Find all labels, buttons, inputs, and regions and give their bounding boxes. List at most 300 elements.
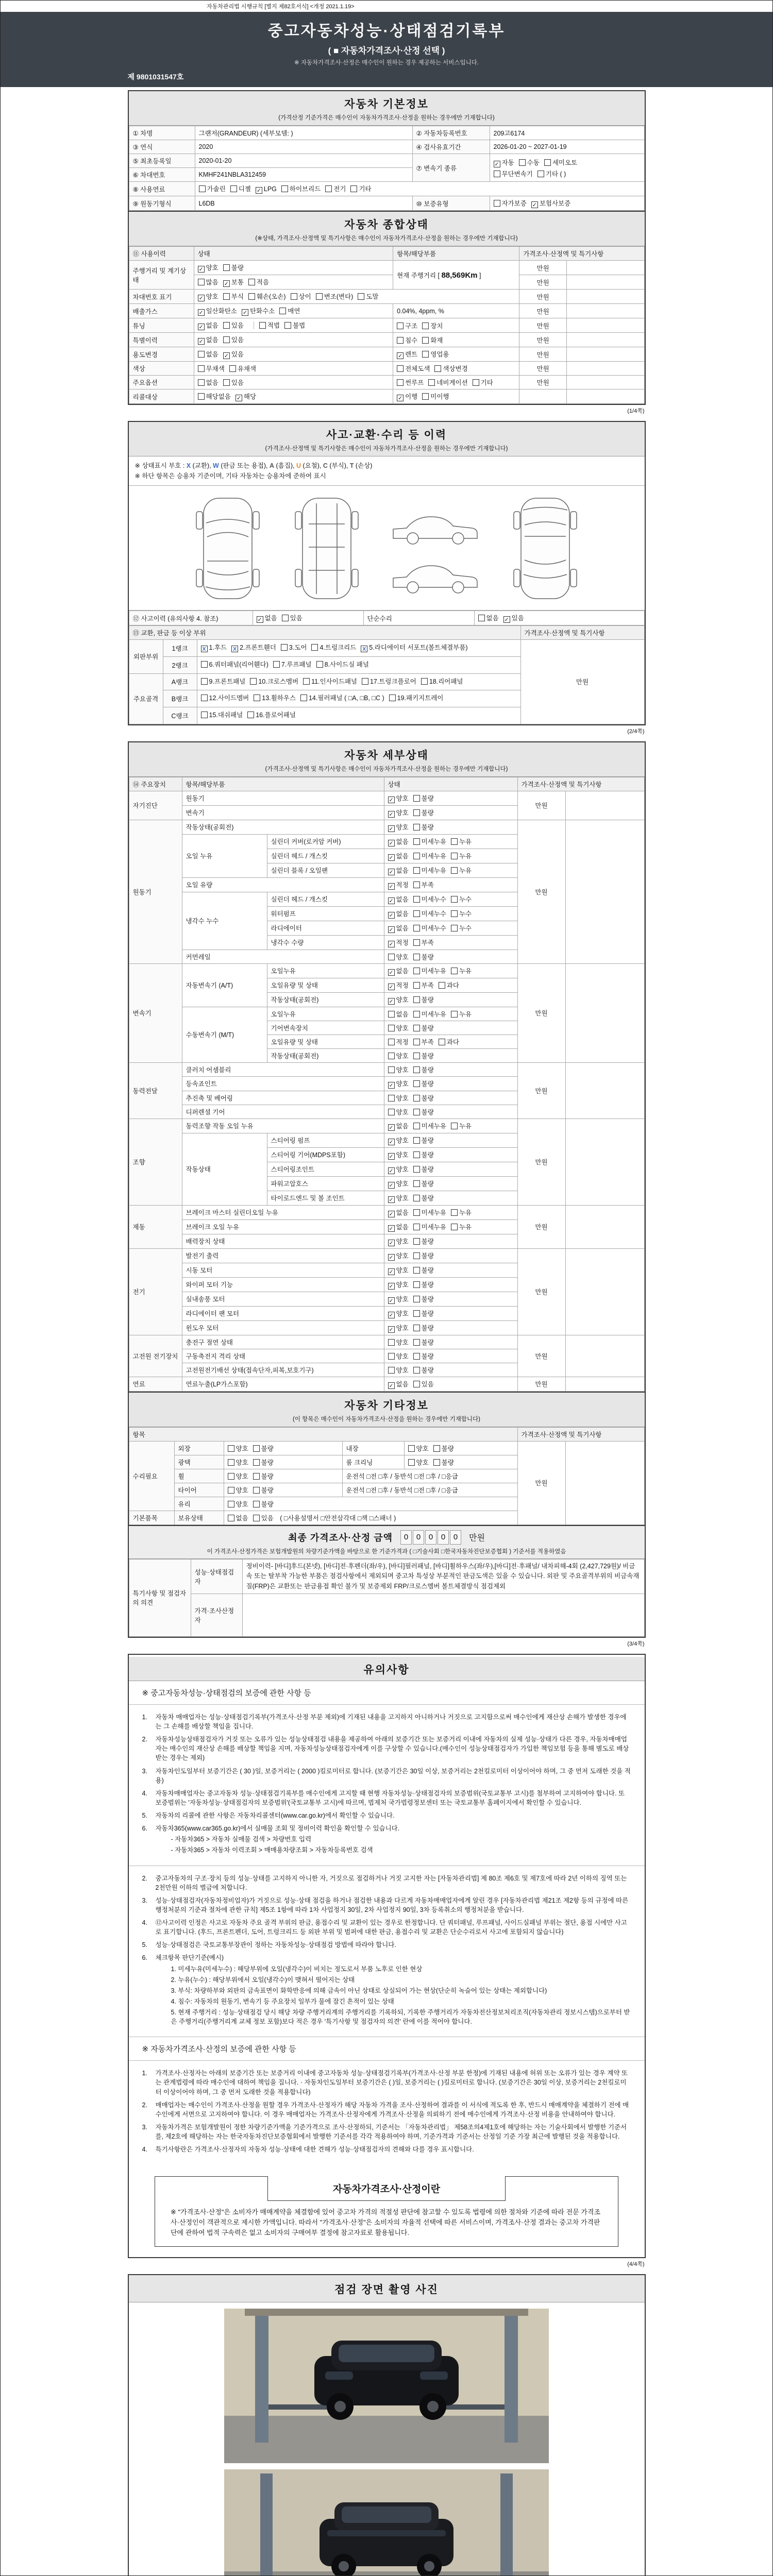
- checkbox-option[interactable]: [284, 320, 305, 330]
- checkbox-option[interactable]: [434, 364, 467, 373]
- checkbox-option[interactable]: [361, 642, 467, 654]
- checkbox-option[interactable]: [388, 866, 409, 875]
- checkbox-option[interactable]: [198, 392, 231, 401]
- unchecked-box-icon[interactable]: [388, 954, 395, 960]
- unchecked-box-icon[interactable]: [451, 925, 458, 931]
- checkbox-option[interactable]: [413, 1265, 434, 1275]
- unchecked-box-icon[interactable]: [413, 838, 420, 845]
- checkbox-option[interactable]: [519, 158, 540, 167]
- checkbox-option[interactable]: [388, 1351, 409, 1361]
- checkbox-option[interactable]: [413, 1323, 434, 1332]
- checkbox-option[interactable]: [413, 938, 434, 947]
- checkbox-option[interactable]: [388, 793, 409, 803]
- checked-box-icon[interactable]: ✓: [388, 1211, 395, 1217]
- checked-box-icon[interactable]: ✓: [388, 883, 395, 890]
- checked-box-icon[interactable]: ✓: [494, 161, 500, 167]
- checkbox-option[interactable]: [389, 692, 444, 705]
- checkbox-option[interactable]: [413, 1236, 434, 1246]
- checkbox-option[interactable]: [388, 952, 409, 961]
- checkbox-option[interactable]: [388, 1150, 409, 1160]
- checked-box-icon[interactable]: ✓: [388, 1326, 395, 1333]
- checkbox-option[interactable]: [388, 923, 409, 933]
- checked-box-icon[interactable]: ✓: [388, 1283, 395, 1290]
- checkbox-option[interactable]: [231, 642, 276, 654]
- unchecked-box-icon[interactable]: [250, 678, 257, 685]
- unchecked-box-icon[interactable]: [413, 982, 420, 989]
- checkbox-option[interactable]: [388, 1379, 409, 1389]
- unchecked-box-icon[interactable]: [413, 809, 420, 816]
- checkbox-option[interactable]: [388, 1323, 409, 1333]
- checkbox-option[interactable]: [408, 1458, 429, 1467]
- checkbox-option[interactable]: [388, 1136, 409, 1145]
- unchecked-box-icon[interactable]: [413, 954, 420, 960]
- checkbox-option[interactable]: [388, 1309, 409, 1318]
- checkbox-option[interactable]: [388, 822, 409, 832]
- checked-box-icon[interactable]: ✓: [388, 912, 395, 919]
- checked-box-icon[interactable]: ✓: [223, 280, 230, 287]
- checkbox-option[interactable]: [451, 851, 472, 860]
- checkbox-option[interactable]: [388, 1294, 409, 1304]
- checkbox-option[interactable]: [494, 169, 533, 178]
- checkbox-option[interactable]: [303, 676, 357, 688]
- unchecked-box-icon[interactable]: [413, 968, 420, 974]
- unchecked-box-icon[interactable]: [433, 1459, 440, 1466]
- unchecked-box-icon[interactable]: [413, 1123, 420, 1129]
- checkbox-option[interactable]: [291, 292, 311, 301]
- checkbox-option[interactable]: [253, 1513, 274, 1522]
- checkbox-option[interactable]: [388, 1193, 409, 1203]
- checked-box-icon[interactable]: ✓: [242, 309, 248, 316]
- unchecked-box-icon[interactable]: [433, 1445, 440, 1452]
- checkbox-option[interactable]: [413, 1351, 434, 1361]
- checkbox-option[interactable]: [413, 1107, 434, 1116]
- checkbox-option[interactable]: [388, 1009, 409, 1019]
- unchecked-box-icon[interactable]: [273, 661, 280, 668]
- checkbox-option[interactable]: [358, 292, 378, 301]
- checkbox-option[interactable]: [279, 306, 300, 315]
- checkbox-option[interactable]: [413, 966, 446, 975]
- checkbox-option[interactable]: [439, 980, 459, 990]
- unchecked-box-icon[interactable]: [279, 308, 286, 314]
- unchecked-box-icon[interactable]: [413, 1025, 420, 1031]
- checkbox-option[interactable]: [198, 292, 219, 301]
- checkbox-option[interactable]: [236, 392, 256, 401]
- unchecked-box-icon[interactable]: [413, 1137, 420, 1144]
- unchecked-box-icon[interactable]: [389, 694, 396, 701]
- checkbox-option[interactable]: [422, 321, 443, 330]
- checkbox-option[interactable]: [413, 1280, 434, 1289]
- checkbox-option[interactable]: [494, 198, 527, 208]
- unchecked-box-icon[interactable]: [537, 171, 544, 177]
- checkbox-option[interactable]: [413, 1164, 434, 1174]
- checkbox-option[interactable]: [198, 335, 219, 345]
- unchecked-box-icon[interactable]: [519, 159, 526, 166]
- checkbox-option[interactable]: [253, 1458, 274, 1467]
- unchecked-box-icon[interactable]: [413, 1209, 420, 1216]
- checkbox-option[interactable]: [413, 952, 434, 961]
- unchecked-box-icon[interactable]: [316, 661, 323, 668]
- checked-box-icon[interactable]: ✓: [388, 1167, 395, 1174]
- checked-box-icon[interactable]: ✓: [388, 1312, 395, 1318]
- checkbox-option[interactable]: [413, 851, 446, 860]
- unchecked-box-icon[interactable]: [198, 279, 205, 285]
- checkbox-option[interactable]: [198, 306, 237, 316]
- unchecked-box-icon[interactable]: [228, 1501, 234, 1507]
- checkbox-option[interactable]: [451, 1121, 472, 1130]
- unchecked-box-icon[interactable]: [413, 1353, 420, 1360]
- unchecked-box-icon[interactable]: [300, 694, 307, 701]
- checkbox-option[interactable]: [388, 1280, 409, 1290]
- checkbox-option[interactable]: [201, 709, 243, 722]
- unchecked-box-icon[interactable]: [451, 1011, 458, 1018]
- unchecked-box-icon[interactable]: [413, 1080, 420, 1087]
- checkbox-option[interactable]: [494, 158, 514, 167]
- unchecked-box-icon[interactable]: [473, 379, 479, 386]
- unchecked-box-icon[interactable]: [413, 1195, 420, 1201]
- checkbox-option[interactable]: [257, 613, 277, 623]
- unchecked-box-icon[interactable]: [408, 1459, 415, 1466]
- unchecked-box-icon[interactable]: [413, 925, 420, 931]
- unchecked-box-icon[interactable]: [388, 1339, 395, 1346]
- checked-box-icon[interactable]: ✓: [388, 998, 395, 1005]
- unchecked-box-icon[interactable]: [198, 393, 205, 400]
- unchecked-box-icon[interactable]: [413, 939, 420, 946]
- checked-box-icon[interactable]: ✓: [256, 187, 262, 194]
- checked-box-icon[interactable]: ✓: [388, 840, 395, 846]
- checkbox-option[interactable]: [413, 995, 434, 1004]
- checkbox-option[interactable]: [223, 292, 244, 301]
- checkbox-option[interactable]: [198, 378, 219, 387]
- checkbox-option[interactable]: [413, 1337, 434, 1347]
- checkbox-option[interactable]: [413, 1037, 434, 1046]
- unchecked-box-icon[interactable]: [413, 1011, 420, 1018]
- checkbox-option[interactable]: [201, 692, 249, 705]
- checkbox-option[interactable]: [253, 1499, 274, 1509]
- checkbox-option[interactable]: [388, 1107, 409, 1116]
- checkbox-option[interactable]: [397, 349, 417, 359]
- checkbox-option[interactable]: [281, 642, 307, 654]
- checked-box-icon[interactable]: ✓: [388, 969, 395, 976]
- checkbox-option[interactable]: [388, 837, 409, 846]
- checkbox-option[interactable]: [223, 263, 244, 272]
- checkbox-option[interactable]: [388, 1337, 409, 1347]
- unchecked-box-icon[interactable]: [388, 1367, 395, 1374]
- unchecked-box-icon[interactable]: [228, 1487, 234, 1494]
- unchecked-box-icon[interactable]: [428, 379, 435, 386]
- checkbox-option[interactable]: [201, 659, 268, 671]
- checkbox-option[interactable]: [388, 1251, 409, 1261]
- unchecked-box-icon[interactable]: [388, 1066, 395, 1073]
- checkbox-option[interactable]: [451, 909, 472, 918]
- checkbox-option[interactable]: [413, 1222, 446, 1231]
- checkbox-option[interactable]: [413, 1379, 434, 1388]
- checked-box-icon[interactable]: ✓: [388, 825, 395, 832]
- checked-box-icon[interactable]: ✓: [388, 811, 395, 818]
- checkbox-option[interactable]: [316, 659, 369, 671]
- checkbox-option[interactable]: [433, 1444, 454, 1453]
- unchecked-box-icon[interactable]: [413, 853, 420, 859]
- checkbox-option[interactable]: [273, 659, 312, 671]
- checked-box-icon[interactable]: ✓: [257, 616, 263, 623]
- checkbox-option[interactable]: [413, 1136, 434, 1145]
- unchecked-box-icon[interactable]: [253, 1473, 260, 1480]
- unchecked-box-icon[interactable]: [413, 824, 420, 831]
- unchecked-box-icon[interactable]: [254, 694, 260, 701]
- unchecked-box-icon[interactable]: [451, 1209, 458, 1216]
- unchecked-box-icon[interactable]: [434, 365, 441, 372]
- checked-box-icon[interactable]: ✓: [531, 201, 538, 208]
- checked-box-icon[interactable]: ✓: [388, 1124, 395, 1131]
- checked-box-icon[interactable]: ✓: [223, 352, 230, 359]
- checkbox-option[interactable]: [413, 1009, 446, 1019]
- checkbox-option[interactable]: [413, 808, 434, 817]
- checkbox-option[interactable]: [242, 306, 275, 316]
- checkbox-option[interactable]: [388, 808, 409, 818]
- checkbox-option[interactable]: [281, 184, 321, 193]
- checkbox-option[interactable]: [223, 335, 244, 344]
- checkbox-option[interactable]: [413, 894, 446, 904]
- checkbox-option[interactable]: [201, 676, 246, 688]
- checkbox-option[interactable]: [199, 184, 226, 193]
- unchecked-box-icon[interactable]: [201, 711, 208, 718]
- checkbox-option[interactable]: [413, 1150, 434, 1159]
- checkbox-option[interactable]: [223, 378, 244, 387]
- checkbox-option[interactable]: [388, 1051, 409, 1060]
- checkbox-option[interactable]: [388, 966, 409, 976]
- checkbox-option[interactable]: [229, 364, 256, 373]
- unchecked-box-icon[interactable]: [199, 185, 206, 192]
- checkbox-option[interactable]: [228, 1513, 248, 1522]
- unchecked-box-icon[interactable]: [397, 323, 404, 329]
- unchecked-box-icon[interactable]: [413, 795, 420, 802]
- checkbox-option[interactable]: [451, 837, 472, 846]
- checkbox-option[interactable]: [451, 966, 472, 975]
- checkbox-option[interactable]: [413, 909, 446, 918]
- unchecked-box-icon[interactable]: [228, 1515, 234, 1521]
- unchecked-box-icon[interactable]: [230, 185, 237, 192]
- checkbox-option[interactable]: [388, 1265, 409, 1275]
- unchecked-box-icon[interactable]: [388, 1353, 395, 1360]
- unchecked-box-icon[interactable]: [198, 365, 205, 372]
- unchecked-box-icon[interactable]: [397, 337, 404, 344]
- checkbox-option[interactable]: [413, 1208, 446, 1217]
- unchecked-box-icon[interactable]: [413, 896, 420, 903]
- unchecked-box-icon[interactable]: [248, 293, 255, 300]
- checkbox-option[interactable]: [422, 392, 449, 401]
- checkbox-option[interactable]: [478, 613, 499, 622]
- checked-box-icon[interactable]: ✓: [388, 1225, 395, 1232]
- checkbox-option[interactable]: [413, 1251, 434, 1260]
- unchecked-box-icon[interactable]: [413, 996, 420, 1003]
- unchecked-box-icon[interactable]: [413, 1252, 420, 1259]
- unchecked-box-icon[interactable]: [228, 1459, 234, 1466]
- checkbox-option[interactable]: [413, 1023, 434, 1032]
- unchecked-box-icon[interactable]: [451, 968, 458, 974]
- unchecked-box-icon[interactable]: [451, 853, 458, 859]
- checkbox-option[interactable]: [223, 349, 244, 359]
- checked-box-icon[interactable]: ✓: [388, 984, 395, 990]
- checkbox-option[interactable]: [433, 1458, 454, 1467]
- checkbox-option[interactable]: [388, 1121, 409, 1131]
- checked-box-icon[interactable]: ✓: [388, 1196, 395, 1203]
- unchecked-box-icon[interactable]: [451, 910, 458, 917]
- unchecked-box-icon[interactable]: [413, 1325, 420, 1331]
- unchecked-box-icon[interactable]: [451, 867, 458, 874]
- unchecked-box-icon[interactable]: [253, 1445, 260, 1452]
- unchecked-box-icon[interactable]: [494, 200, 500, 207]
- checked-box-icon[interactable]: ✓: [198, 266, 205, 273]
- unchecked-box-icon[interactable]: [388, 1011, 395, 1018]
- checkbox-option[interactable]: [300, 692, 384, 705]
- unchecked-box-icon[interactable]: [413, 1267, 420, 1274]
- checkbox-option[interactable]: [388, 909, 409, 919]
- unchecked-box-icon[interactable]: [303, 678, 310, 685]
- checkbox-option[interactable]: [413, 793, 434, 803]
- unchecked-box-icon[interactable]: [223, 293, 230, 300]
- checkbox-option[interactable]: [531, 198, 570, 208]
- unchecked-box-icon[interactable]: [201, 678, 208, 685]
- unchecked-box-icon[interactable]: [388, 1109, 395, 1115]
- checkbox-option[interactable]: [413, 1179, 434, 1188]
- unchecked-box-icon[interactable]: [198, 351, 205, 358]
- unchecked-box-icon[interactable]: [413, 1339, 420, 1346]
- unchecked-box-icon[interactable]: [422, 323, 429, 329]
- unchecked-box-icon[interactable]: [422, 337, 429, 344]
- checkbox-option[interactable]: [253, 1485, 274, 1495]
- checkbox-option[interactable]: [408, 1444, 429, 1453]
- checkbox-option[interactable]: [230, 184, 251, 193]
- checked-box-icon[interactable]: ✓: [397, 395, 404, 401]
- checkbox-option[interactable]: [413, 1294, 434, 1303]
- checkbox-option[interactable]: [422, 349, 449, 359]
- checkbox-option[interactable]: [228, 1458, 248, 1467]
- checked-box-icon[interactable]: ✓: [388, 1297, 395, 1304]
- unchecked-box-icon[interactable]: [198, 379, 205, 386]
- checked-box-icon[interactable]: ✓: [388, 796, 395, 803]
- checked-box-icon[interactable]: ✓: [388, 1254, 395, 1261]
- checkbox-option[interactable]: [413, 1193, 434, 1202]
- checkbox-option[interactable]: [316, 292, 354, 301]
- checkbox-option[interactable]: [223, 320, 244, 330]
- checkbox-option[interactable]: [198, 277, 219, 286]
- checkbox-option[interactable]: [350, 184, 371, 193]
- unchecked-box-icon[interactable]: [281, 185, 288, 192]
- checkbox-option[interactable]: [228, 1499, 248, 1509]
- unchecked-box-icon[interactable]: [282, 615, 289, 621]
- checked-box-icon[interactable]: ✓: [397, 352, 404, 359]
- unchecked-box-icon[interactable]: [451, 896, 458, 903]
- checkbox-option[interactable]: [250, 676, 298, 688]
- unchecked-box-icon[interactable]: [413, 1381, 420, 1387]
- checkbox-option[interactable]: [259, 320, 280, 330]
- checked-box-icon[interactable]: ✓: [388, 1240, 395, 1246]
- unchecked-box-icon[interactable]: [413, 1180, 420, 1187]
- checkbox-option[interactable]: [223, 277, 244, 287]
- checkbox-option[interactable]: [362, 676, 416, 688]
- checkbox-option[interactable]: [388, 894, 409, 904]
- checkbox-option[interactable]: [451, 1208, 472, 1217]
- unchecked-box-icon[interactable]: [413, 1224, 420, 1230]
- checked-box-icon[interactable]: ✓: [503, 616, 510, 623]
- checkbox-option[interactable]: [397, 378, 424, 387]
- unchecked-box-icon[interactable]: [388, 1053, 395, 1059]
- checkbox-option[interactable]: [248, 292, 286, 301]
- checkbox-option[interactable]: [413, 923, 446, 933]
- unchecked-box-icon[interactable]: [325, 185, 332, 192]
- unchecked-box-icon[interactable]: [413, 1296, 420, 1302]
- checkbox-option[interactable]: [198, 349, 219, 359]
- checkbox-option[interactable]: [422, 335, 443, 345]
- unchecked-box-icon[interactable]: [413, 1039, 420, 1045]
- checkbox-option[interactable]: [413, 1121, 446, 1130]
- checkbox-option[interactable]: [253, 1471, 274, 1481]
- unchecked-box-icon[interactable]: [311, 644, 318, 651]
- checkbox-option[interactable]: [451, 894, 472, 904]
- checked-box-icon[interactable]: ✓: [198, 324, 205, 330]
- checkbox-option[interactable]: [254, 692, 296, 705]
- checked-box-icon[interactable]: ✓: [388, 869, 395, 875]
- checked-box-icon[interactable]: ✓: [388, 1382, 395, 1389]
- checked-box-icon[interactable]: ✓: [198, 309, 205, 316]
- checkbox-option[interactable]: [388, 1093, 409, 1103]
- unchecked-box-icon[interactable]: [451, 838, 458, 845]
- checkbox-option[interactable]: [388, 851, 409, 861]
- checkbox-option[interactable]: [228, 1471, 248, 1481]
- checked-box-icon[interactable]: ✓: [388, 897, 395, 904]
- unchecked-box-icon[interactable]: [413, 1238, 420, 1245]
- checkbox-option[interactable]: [282, 613, 303, 622]
- unchecked-box-icon[interactable]: [291, 293, 297, 300]
- checkbox-option[interactable]: [397, 321, 417, 330]
- checkbox-option[interactable]: [413, 837, 446, 846]
- unchecked-box-icon[interactable]: [281, 644, 288, 651]
- checkbox-option[interactable]: [413, 866, 446, 875]
- unchecked-box-icon[interactable]: [408, 1445, 415, 1452]
- checked-box-icon[interactable]: ✓: [388, 854, 395, 861]
- checked-box-icon[interactable]: ✓: [388, 1182, 395, 1189]
- checkbox-option[interactable]: [388, 1208, 409, 1217]
- checkbox-option[interactable]: [451, 923, 472, 933]
- unchecked-box-icon[interactable]: [388, 1039, 395, 1045]
- unchecked-box-icon[interactable]: [284, 322, 291, 329]
- checked-box-icon[interactable]: ✓: [236, 395, 242, 401]
- checkbox-option[interactable]: [198, 263, 219, 273]
- checkbox-option[interactable]: [388, 1222, 409, 1232]
- checkbox-option[interactable]: [228, 1485, 248, 1495]
- checkbox-option[interactable]: [198, 320, 219, 330]
- checkbox-option[interactable]: [388, 1037, 409, 1046]
- checkbox-option[interactable]: [451, 1222, 472, 1231]
- unchecked-box-icon[interactable]: [413, 1053, 420, 1059]
- unchecked-box-icon[interactable]: [316, 293, 323, 300]
- checkbox-option[interactable]: [413, 822, 434, 832]
- unchecked-box-icon[interactable]: [413, 1310, 420, 1317]
- checkbox-option[interactable]: [503, 613, 524, 623]
- checked-box-icon[interactable]: ✓: [388, 941, 395, 947]
- checked-box-icon[interactable]: ✓: [388, 1153, 395, 1160]
- checkbox-option[interactable]: [388, 980, 409, 990]
- checkbox-option[interactable]: [388, 1164, 409, 1174]
- unchecked-box-icon[interactable]: [422, 393, 429, 400]
- checkbox-option[interactable]: [451, 866, 472, 875]
- unchecked-box-icon[interactable]: [413, 867, 420, 874]
- checkbox-option[interactable]: [388, 1365, 409, 1375]
- checkbox-option[interactable]: [248, 277, 269, 286]
- unchecked-box-icon[interactable]: [413, 1109, 420, 1115]
- unchecked-box-icon[interactable]: [413, 1166, 420, 1173]
- unchecked-box-icon[interactable]: [229, 365, 236, 372]
- checkbox-option[interactable]: [228, 1444, 248, 1453]
